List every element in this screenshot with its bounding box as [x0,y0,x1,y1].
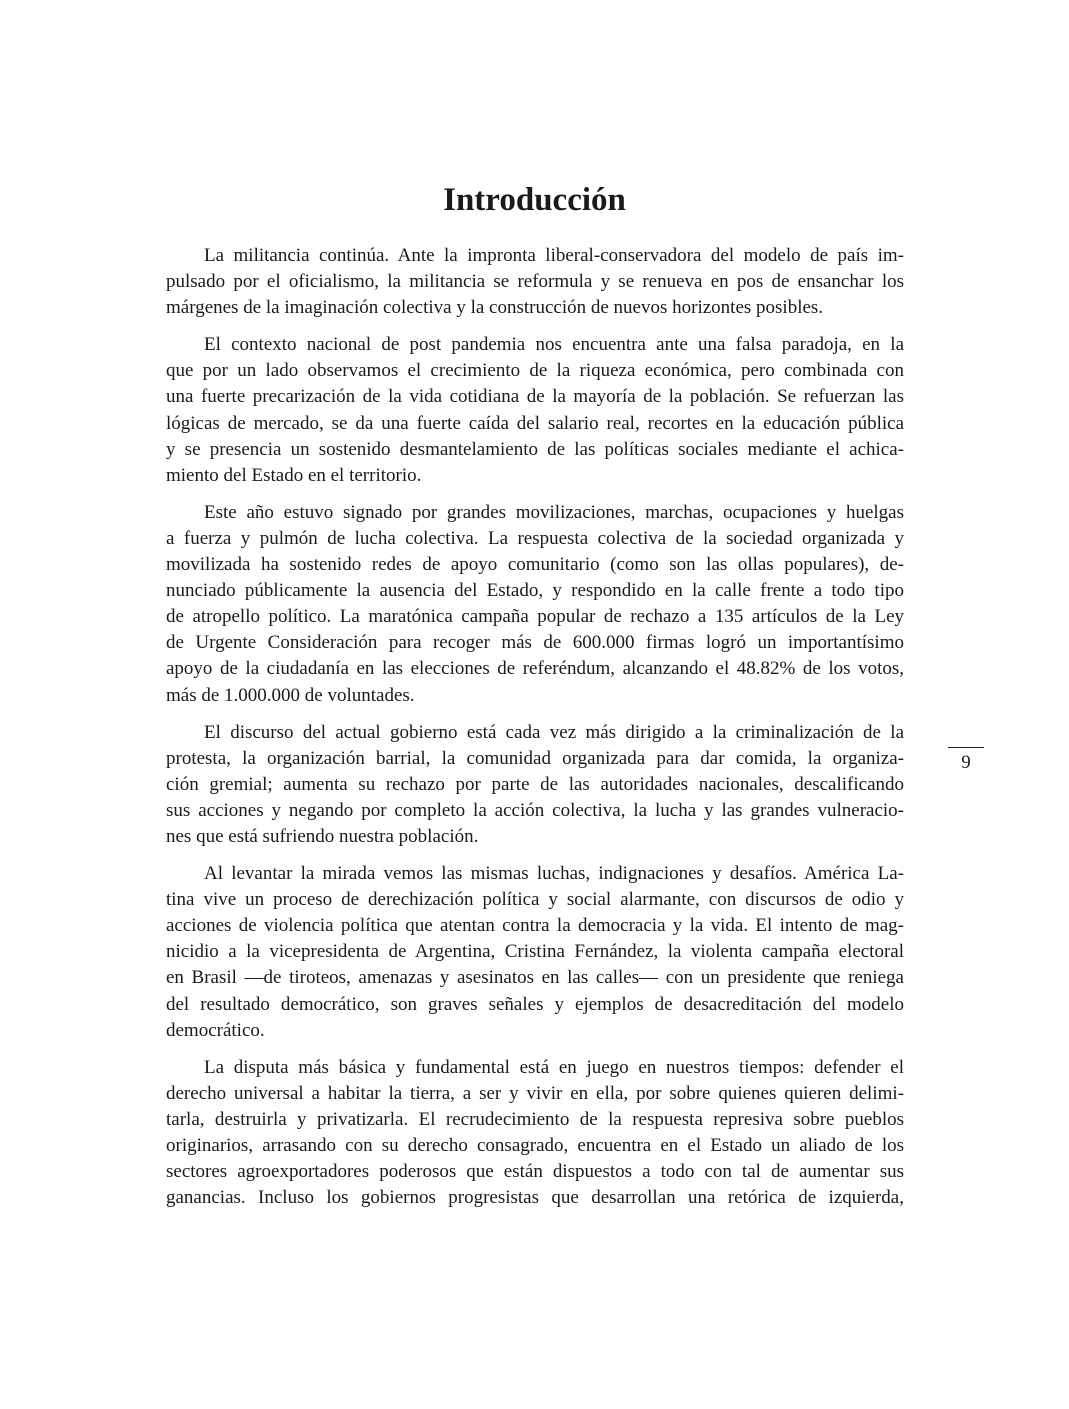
text-line: nunciado públicamente la ausencia del Estado, y respondido en la calle frente a todo tipo [166,580,904,602]
page-number-rule [948,747,984,748]
text-line: en Brasil —de tiroteos, amenazas y asesinatos en las calles— con un presidente que reniega [166,967,904,989]
text-line: apoyo de la ciudadanía en las elecciones de referéndum, alcanzando el 48.82% de los votos, [166,658,904,680]
text-line: de Urgente Consideración para recoger más de 600.000 firmas logró un importantísimo [166,632,904,654]
text-line: nes que está sufriendo nuestra población. [166,825,479,847]
page-number: 9 [961,752,971,773]
text-line: a fuerza y pulmón de lucha colectiva. La respuesta colectiva de la sociedad organizada y [166,527,904,549]
text-line: protesta, la organización barrial, la comunidad organizada para dar comida, la organiza- [166,747,904,769]
paragraph [166,861,904,1044]
text-line: nicidio a la vicepresidenta de Argentina, Cristina Fernández, la violenta campaña electoral [166,941,904,963]
text-line: derecho universal a habitar la tierra, a ser y vivir en ella, por sobre quienes quieren delimi- [166,1082,904,1104]
text-line: sectores agroexportadores poderosos que están dispuestos a todo con tal de aumentar sus [166,1161,904,1183]
text-line: El discurso del actual gobierno está cada vez más dirigido a la criminalización de la [204,721,904,743]
text-line: El contexto nacional de post pandemia nos encuentra ante una falsa paradoja, en la [204,334,904,356]
text-line: más de 1.000.000 de voluntades. [166,684,415,706]
text-line: ción gremial; aumenta su rechazo por parte de las autoridades nacionales, descalificando [166,773,904,795]
text-line: de atropello político. La maratónica campaña popular de rechazo a 135 artículos de la Ley [166,606,904,628]
text-line: miento del Estado en el territorio. [166,464,422,486]
paragraph [166,332,904,489]
paragraph [166,1055,904,1212]
text-line: lógicas de mercado, se da una fuerte caída del salario real, recortes en la educación pública [166,412,904,434]
text-line: sus acciones y negando por completo la acción colectiva, la lucha y las grandes vulneracio- [166,799,904,821]
text-line: originarios, arrasando con su derecho consagrado, encuentra en el Estado un aliado de los [166,1135,904,1156]
paragraph [166,243,904,321]
page-title: Introducción [443,182,626,219]
text-line: La militancia continúa. Ante la impronta liberal-conservadora del modelo de país im- [204,245,904,266]
text-line: y se presencia un sostenido desmantelamiento de las políticas sociales mediante el achica- [166,438,904,460]
text-line: márgenes de la imaginación colectiva y la construcción de nuevos horizontes posibles. [166,297,824,319]
paragraph [166,720,904,850]
paragraph [166,500,904,709]
text-line: Al levantar la mirada vemos las mismas luchas, indignaciones y desafíos. América La- [204,863,904,885]
text-line: tina vive un proceso de derechización política y social alarmante, con discursos de odio y [166,889,904,911]
text-line: que por un lado observamos el crecimiento de la riqueza económica, pero combinada con [166,360,904,382]
text-line: tarla, destruirla y privatizarla. El recrudecimiento de la respuesta represiva sobre pueblos [166,1108,904,1130]
text-line: una fuerte precarización de la vida cotidiana de la mayoría de la población. Se refuerzan las [166,386,904,408]
text-line: del resultado democrático, son graves señales y ejemplos de desacreditación del modelo [166,993,904,1015]
text-line: ganancias. Incluso los gobiernos progresistas que desarrollan una retórica de izquierda, [166,1187,904,1209]
text-line: acciones de violencia política que atentan contra la democracia y la vida. El intento de mag- [166,915,904,937]
body-text [166,243,904,1222]
text-line: movilizada ha sostenido redes de apoyo comunitario (como son las ollas populares), de- [166,554,904,576]
text-line: Este año estuvo signado por grandes movilizaciones, marchas, ocupaciones y huelgas [204,501,904,523]
text-line: pulsado por el oficialismo, la militancia se reformula y se renueva en pos de ensanchar los [166,271,904,293]
text-line: La disputa más básica y fundamental está en juego en nuestros tiempos: defender el [204,1056,904,1078]
text-line: democrático. [166,1019,265,1041]
